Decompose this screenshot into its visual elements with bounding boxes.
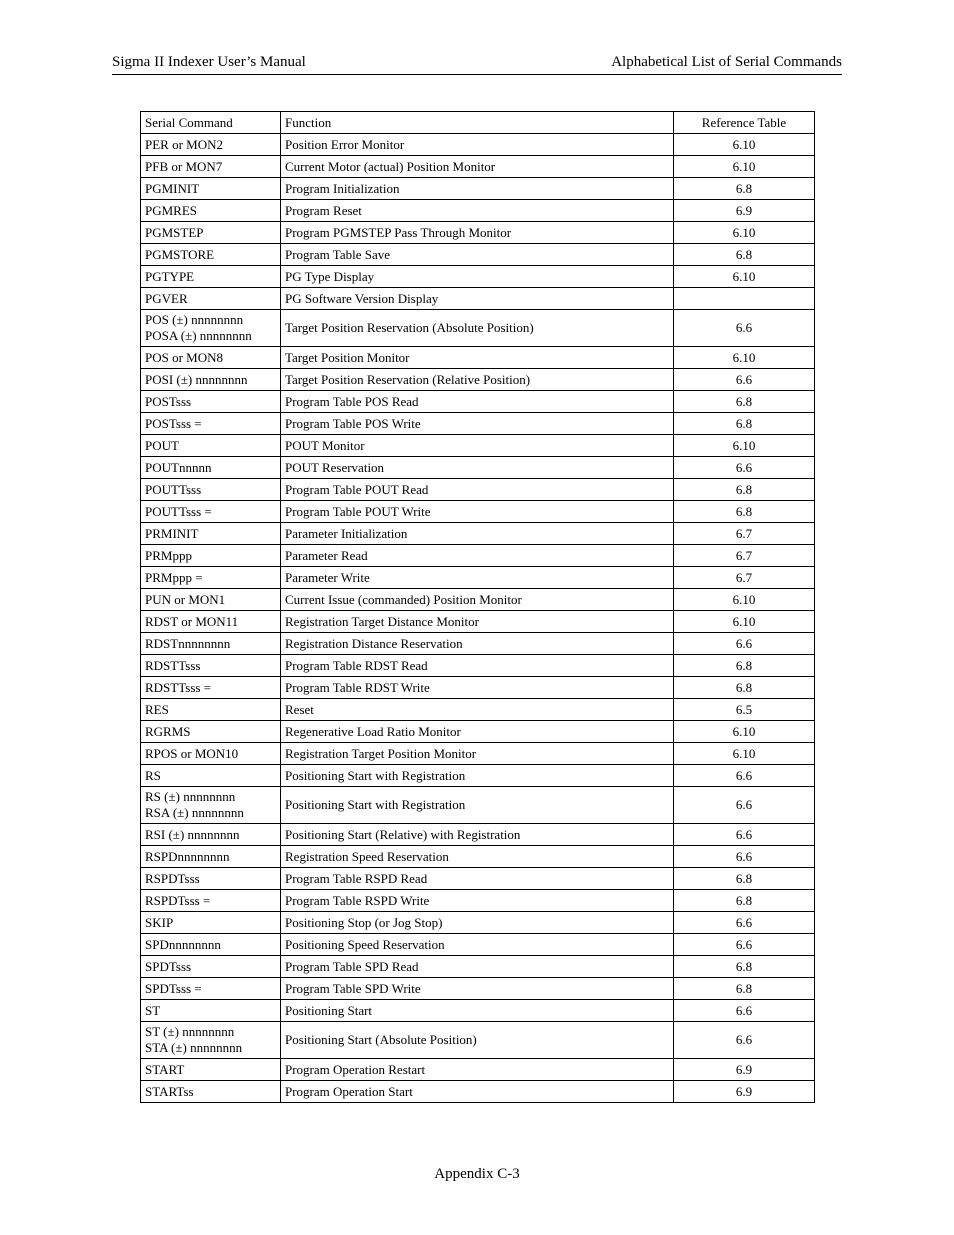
table-row bbox=[141, 178, 815, 200]
table-row bbox=[141, 677, 815, 699]
cell-function: Positioning Start bbox=[281, 1000, 674, 1022]
cell-reference-table: 6.6 bbox=[674, 824, 815, 846]
command-text: RS bbox=[145, 767, 161, 783]
cell-function: Target Position Reservation (Relative Position) bbox=[281, 369, 674, 391]
cell-reference-table: 6.8 bbox=[674, 956, 815, 978]
command-text: POUTTsss bbox=[145, 481, 202, 497]
table-row bbox=[141, 222, 815, 244]
command-text: RDSTTsss = bbox=[145, 679, 212, 695]
command-text: RDST or MON11 bbox=[145, 613, 239, 629]
command-text: ST bbox=[145, 1002, 161, 1018]
command-text: RSPDTsss = bbox=[145, 892, 211, 908]
page-footer bbox=[0, 1164, 954, 1184]
cell-function: Positioning Start (Absolute Position) bbox=[281, 1022, 674, 1059]
command-text: RSI (±) nnnnnnnn bbox=[145, 826, 240, 842]
table-row bbox=[141, 890, 815, 912]
cell-reference-table: 6.8 bbox=[674, 978, 815, 1000]
cell-reference-table: 6.8 bbox=[674, 178, 815, 200]
table-row bbox=[141, 699, 815, 721]
table-row bbox=[141, 765, 815, 787]
command-text: POSTsss = bbox=[145, 415, 202, 431]
cell-function: Positioning Speed Reservation bbox=[281, 934, 674, 956]
cell-reference-table bbox=[674, 288, 815, 310]
command-text: PRMINIT bbox=[145, 525, 199, 541]
cell-serial-command bbox=[141, 721, 281, 743]
table-row bbox=[141, 912, 815, 934]
cell-reference-table: 6.8 bbox=[674, 244, 815, 266]
cell-reference-table: 6.8 bbox=[674, 391, 815, 413]
cell-serial-command bbox=[141, 890, 281, 912]
cell-reference-table: 6.6 bbox=[674, 310, 815, 347]
cell-reference-table: 6.10 bbox=[674, 589, 815, 611]
cell-reference-table: 6.7 bbox=[674, 567, 815, 589]
cell-reference-table: 6.10 bbox=[674, 156, 815, 178]
table-row bbox=[141, 391, 815, 413]
cell-serial-command bbox=[141, 677, 281, 699]
cell-function: PG Type Display bbox=[281, 266, 674, 288]
command-text: ST (±) nnnnnnnn bbox=[145, 1024, 235, 1039]
table-row bbox=[141, 743, 815, 765]
cell-serial-command bbox=[141, 743, 281, 765]
cell-serial-command bbox=[141, 134, 281, 156]
table-row bbox=[141, 611, 815, 633]
cell-reference-table: 6.6 bbox=[674, 1022, 815, 1059]
command-text: RES bbox=[145, 701, 169, 717]
cell-serial-command bbox=[141, 222, 281, 244]
cell-function: Position Error Monitor bbox=[281, 134, 674, 156]
cell-reference-table: 6.8 bbox=[674, 479, 815, 501]
table-row bbox=[141, 721, 815, 743]
cell-reference-table: 6.8 bbox=[674, 413, 815, 435]
cell-reference-table: 6.8 bbox=[674, 890, 815, 912]
command-text: SPDTsss = bbox=[145, 980, 202, 996]
cell-serial-command bbox=[141, 288, 281, 310]
command-text: PGMSTORE bbox=[145, 246, 215, 262]
cell-serial-command bbox=[141, 479, 281, 501]
command-text: PRMppp = bbox=[145, 569, 203, 585]
cell-function: Parameter Initialization bbox=[281, 523, 674, 545]
table-row bbox=[141, 347, 815, 369]
table-row bbox=[141, 200, 815, 222]
cell-reference-table: 6.10 bbox=[674, 222, 815, 244]
command-text: RSPDTsss bbox=[145, 870, 200, 886]
table-row bbox=[141, 457, 815, 479]
cell-serial-command bbox=[141, 178, 281, 200]
cell-function: Program Table POUT Write bbox=[281, 501, 674, 523]
section-title: Alphabetical List of Serial Commands bbox=[611, 54, 842, 70]
command-text: PFB or MON7 bbox=[145, 158, 223, 174]
cell-function: Current Issue (commanded) Position Monitor bbox=[281, 589, 674, 611]
cell-serial-command bbox=[141, 567, 281, 589]
command-text: RPOS or MON10 bbox=[145, 745, 239, 761]
cell-serial-command bbox=[141, 978, 281, 1000]
cell-function: Program Table RSPD Write bbox=[281, 890, 674, 912]
cell-function: Positioning Start with Registration bbox=[281, 787, 674, 824]
cell-function: Registration Distance Reservation bbox=[281, 633, 674, 655]
command-text: PRMppp bbox=[145, 547, 192, 563]
table-header-row bbox=[141, 112, 815, 134]
cell-serial-command bbox=[141, 200, 281, 222]
command-text: POUT bbox=[145, 437, 179, 453]
command-text: RDSTTsss bbox=[145, 657, 201, 673]
cell-function: Registration Target Distance Monitor bbox=[281, 611, 674, 633]
cell-reference-table: 6.10 bbox=[674, 721, 815, 743]
table-row bbox=[141, 787, 815, 824]
cell-serial-command bbox=[141, 765, 281, 787]
table-row bbox=[141, 156, 815, 178]
cell-serial-command bbox=[141, 824, 281, 846]
cell-reference-table: 6.10 bbox=[674, 134, 815, 156]
cell-function: Program Table POUT Read bbox=[281, 479, 674, 501]
command-text: SPDTsss bbox=[145, 958, 192, 974]
command-text: POS or MON8 bbox=[145, 349, 224, 365]
cell-reference-table: 6.8 bbox=[674, 868, 815, 890]
cell-function: Parameter Write bbox=[281, 567, 674, 589]
command-text: POSI (±) nnnnnnnn bbox=[145, 371, 248, 387]
command-text: STA (±) nnnnnnnn bbox=[145, 1040, 243, 1055]
cell-function: Positioning Start (Relative) with Registration bbox=[281, 824, 674, 846]
cell-reference-table: 6.6 bbox=[674, 457, 815, 479]
table-row bbox=[141, 846, 815, 868]
table-row bbox=[141, 545, 815, 567]
cell-reference-table: 6.6 bbox=[674, 633, 815, 655]
cell-serial-command bbox=[141, 156, 281, 178]
cell-serial-command bbox=[141, 846, 281, 868]
cell-function: Program Table POS Read bbox=[281, 391, 674, 413]
cell-function: Program Table RDST Read bbox=[281, 655, 674, 677]
cell-function: Program Operation Start bbox=[281, 1081, 674, 1103]
table-row bbox=[141, 868, 815, 890]
cell-reference-table: 6.7 bbox=[674, 545, 815, 567]
cell-serial-command bbox=[141, 934, 281, 956]
cell-serial-command bbox=[141, 611, 281, 633]
command-text: RSA (±) nnnnnnnn bbox=[145, 805, 244, 820]
table-row bbox=[141, 244, 815, 266]
cell-serial-command bbox=[141, 1081, 281, 1103]
table-row bbox=[141, 934, 815, 956]
cell-reference-table: 6.6 bbox=[674, 765, 815, 787]
command-text: START bbox=[145, 1061, 185, 1077]
column-header-reference-table: Reference Table bbox=[674, 112, 815, 134]
table-row bbox=[141, 824, 815, 846]
cell-serial-command bbox=[141, 369, 281, 391]
cell-function: Program Table Save bbox=[281, 244, 674, 266]
command-text: POSA (±) nnnnnnnn bbox=[145, 328, 252, 343]
cell-function: Positioning Start with Registration bbox=[281, 765, 674, 787]
command-text: SKIP bbox=[145, 914, 174, 930]
cell-function: Program Table RSPD Read bbox=[281, 868, 674, 890]
cell-function: POUT Reservation bbox=[281, 457, 674, 479]
command-text: PGMRES bbox=[145, 202, 198, 218]
table-row bbox=[141, 978, 815, 1000]
cell-serial-command bbox=[141, 633, 281, 655]
table-row bbox=[141, 369, 815, 391]
cell-function: PG Software Version Display bbox=[281, 288, 674, 310]
table-row bbox=[141, 956, 815, 978]
cell-reference-table: 6.7 bbox=[674, 523, 815, 545]
cell-reference-table: 6.6 bbox=[674, 787, 815, 824]
cell-serial-command bbox=[141, 699, 281, 721]
serial-command-table bbox=[140, 111, 815, 1103]
table-row bbox=[141, 1081, 815, 1103]
cell-serial-command bbox=[141, 457, 281, 479]
command-text: RDSTnnnnnnnn bbox=[145, 635, 231, 651]
table-row bbox=[141, 633, 815, 655]
command-text: POUTnnnnn bbox=[145, 459, 212, 475]
cell-function: POUT Monitor bbox=[281, 435, 674, 457]
cell-reference-table: 6.10 bbox=[674, 743, 815, 765]
cell-reference-table: 6.10 bbox=[674, 266, 815, 288]
cell-reference-table: 6.10 bbox=[674, 611, 815, 633]
table-row bbox=[141, 589, 815, 611]
cell-reference-table: 6.8 bbox=[674, 501, 815, 523]
command-text: PGVER bbox=[145, 290, 188, 306]
cell-reference-table: 6.6 bbox=[674, 846, 815, 868]
table-body bbox=[141, 134, 815, 1103]
command-text: RS (±) nnnnnnnn bbox=[145, 789, 236, 804]
table-row bbox=[141, 1022, 815, 1059]
cell-serial-command bbox=[141, 310, 281, 347]
cell-serial-command bbox=[141, 413, 281, 435]
command-text: SPDnnnnnnnn bbox=[145, 936, 221, 952]
command-text: PGMSTEP bbox=[145, 224, 204, 240]
manual-title: Sigma II Indexer User’s Manual bbox=[112, 54, 306, 70]
cell-reference-table: 6.5 bbox=[674, 699, 815, 721]
cell-function: Program Operation Restart bbox=[281, 1059, 674, 1081]
table-row bbox=[141, 134, 815, 156]
cell-serial-command bbox=[141, 244, 281, 266]
column-header-serial-command: Serial Command bbox=[141, 112, 281, 134]
cell-reference-table: 6.6 bbox=[674, 1000, 815, 1022]
command-text: RSPDnnnnnnnn bbox=[145, 848, 230, 864]
cell-function: Current Motor (actual) Position Monitor bbox=[281, 156, 674, 178]
command-text: POSTsss bbox=[145, 393, 192, 409]
table-row bbox=[141, 288, 815, 310]
cell-serial-command bbox=[141, 589, 281, 611]
cell-serial-command bbox=[141, 1022, 281, 1059]
cell-serial-command bbox=[141, 956, 281, 978]
cell-serial-command bbox=[141, 787, 281, 824]
cell-reference-table: 6.8 bbox=[674, 655, 815, 677]
table-row bbox=[141, 567, 815, 589]
cell-function: Program Table SPD Write bbox=[281, 978, 674, 1000]
cell-reference-table: 6.10 bbox=[674, 347, 815, 369]
cell-function: Program Reset bbox=[281, 200, 674, 222]
cell-reference-table: 6.9 bbox=[674, 1059, 815, 1081]
table-row bbox=[141, 479, 815, 501]
cell-serial-command bbox=[141, 1059, 281, 1081]
page-number: Appendix C-3 bbox=[434, 1166, 520, 1182]
command-text: POUTTsss = bbox=[145, 503, 212, 519]
cell-serial-command bbox=[141, 868, 281, 890]
command-text: STARTss bbox=[145, 1083, 194, 1099]
cell-reference-table: 6.10 bbox=[674, 435, 815, 457]
table-row bbox=[141, 435, 815, 457]
cell-function: Program Table RDST Write bbox=[281, 677, 674, 699]
page-header bbox=[112, 50, 842, 75]
cell-reference-table: 6.6 bbox=[674, 934, 815, 956]
table-row bbox=[141, 523, 815, 545]
cell-serial-command bbox=[141, 655, 281, 677]
cell-serial-command bbox=[141, 912, 281, 934]
cell-function: Positioning Stop (or Jog Stop) bbox=[281, 912, 674, 934]
cell-function: Registration Speed Reservation bbox=[281, 846, 674, 868]
command-text: PUN or MON1 bbox=[145, 591, 226, 607]
cell-reference-table: 6.6 bbox=[674, 912, 815, 934]
command-text: PGMINIT bbox=[145, 180, 200, 196]
command-text: RGRMS bbox=[145, 723, 191, 739]
cell-serial-command bbox=[141, 347, 281, 369]
cell-function: Program Table SPD Read bbox=[281, 956, 674, 978]
cell-reference-table: 6.8 bbox=[674, 677, 815, 699]
cell-function: Target Position Monitor bbox=[281, 347, 674, 369]
cell-serial-command bbox=[141, 435, 281, 457]
cell-function: Parameter Read bbox=[281, 545, 674, 567]
cell-function: Program Table POS Write bbox=[281, 413, 674, 435]
cell-serial-command bbox=[141, 545, 281, 567]
table-row bbox=[141, 266, 815, 288]
cell-serial-command bbox=[141, 523, 281, 545]
table-row bbox=[141, 413, 815, 435]
cell-function: Registration Target Position Monitor bbox=[281, 743, 674, 765]
table-row bbox=[141, 1000, 815, 1022]
table-row bbox=[141, 310, 815, 347]
cell-serial-command bbox=[141, 1000, 281, 1022]
cell-function: Regenerative Load Ratio Monitor bbox=[281, 721, 674, 743]
cell-function: Program PGMSTEP Pass Through Monitor bbox=[281, 222, 674, 244]
table-row bbox=[141, 655, 815, 677]
cell-function: Target Position Reservation (Absolute Position) bbox=[281, 310, 674, 347]
cell-function: Program Initialization bbox=[281, 178, 674, 200]
command-text: PGTYPE bbox=[145, 268, 195, 284]
table-row bbox=[141, 501, 815, 523]
cell-reference-table: 6.9 bbox=[674, 200, 815, 222]
column-header-function: Function bbox=[281, 112, 674, 134]
cell-reference-table: 6.9 bbox=[674, 1081, 815, 1103]
cell-function: Reset bbox=[281, 699, 674, 721]
cell-serial-command bbox=[141, 266, 281, 288]
table-row bbox=[141, 1059, 815, 1081]
cell-reference-table: 6.6 bbox=[674, 369, 815, 391]
cell-serial-command bbox=[141, 391, 281, 413]
cell-serial-command bbox=[141, 501, 281, 523]
command-text: POS (±) nnnnnnnn bbox=[145, 312, 244, 327]
command-text: PER or MON2 bbox=[145, 136, 224, 152]
